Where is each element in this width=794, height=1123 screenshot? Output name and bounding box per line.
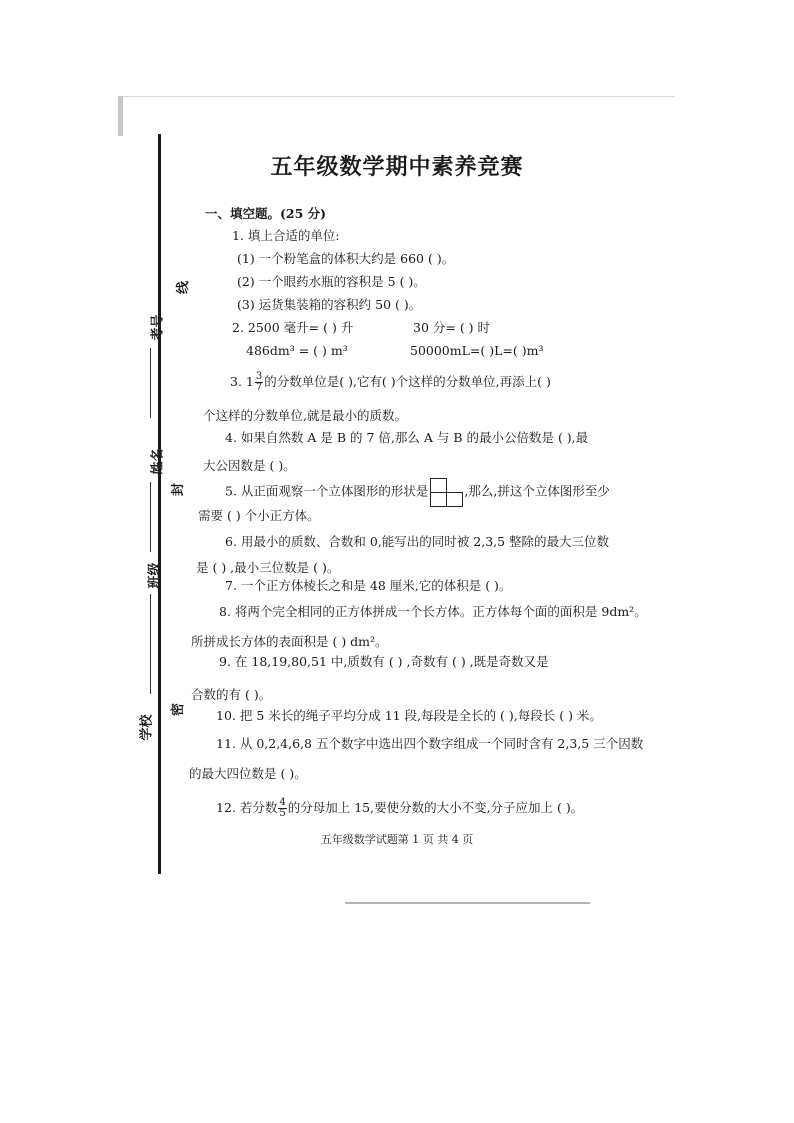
binding-line xyxy=(158,134,161,874)
q2-line1a: 2. 2500 毫升= ( ) 升 xyxy=(232,320,354,335)
page-footer: 五年级数学试题第 1 页 共 4 页 xyxy=(320,833,474,846)
front-view-figure xyxy=(430,478,462,506)
q5-line2: 需要 ( ) 个小正方体。 xyxy=(198,508,320,523)
seal-char-mi: 密 xyxy=(171,702,187,717)
q3-numerator: 3 xyxy=(255,371,263,382)
q2-line2b: 50000mL=( )L=( )m³ xyxy=(410,343,544,358)
q5-suffix: ,那么,拼这个立体图形至少 xyxy=(464,483,610,499)
q12-suffix: 的分母加上 15,要使分数的大小不变,分子应加上 ( )。 xyxy=(287,800,584,815)
q4-line1: 4. 如果自然数 A 是 B 的 7 倍,那么 A 与 B 的最小公倍数是 ( ),最 xyxy=(225,430,589,445)
scan-edge-top xyxy=(120,96,675,97)
q12-prefix: 12. 若分数 xyxy=(216,800,278,815)
q6-line1: 6. 用最小的质数、合数和 0,能写出的同时被 2,3,5 整除的最大三位数 xyxy=(225,534,610,549)
class-label: 班级 xyxy=(147,562,163,589)
q10: 10. 把 5 米长的绳子平均分成 11 段,每段是全长的 ( ),每段长 ( ) 米。 xyxy=(216,708,602,723)
q3-denominator: 7 xyxy=(255,382,263,393)
q12-line xyxy=(216,798,583,819)
q3-line1 xyxy=(230,372,551,393)
q1-head: 1. 填上合适的单位: xyxy=(232,228,340,243)
section-heading: 一、填空题。(25 分) xyxy=(205,206,327,221)
q8-line1: 8. 将两个完全相同的正方体拼成一个长方体。正方体每个面的面积是 9dm²。 xyxy=(219,604,647,619)
class-blank[interactable] xyxy=(150,594,151,694)
scan-edge-bottom xyxy=(345,902,590,904)
q12-fraction xyxy=(278,798,286,819)
exam-number-label: 考号 xyxy=(150,314,166,341)
q2-line1b: 30 分= ( ) 时 xyxy=(413,320,491,335)
q8-line2: 所拼成长方体的表面积是 ( ) dm²。 xyxy=(191,634,388,649)
exam-number-blank[interactable] xyxy=(150,348,151,418)
q5-prefix: 5. 从正面观察一个立体图形的形状是 xyxy=(225,483,429,499)
q9-line1: 9. 在 18,19,80,51 中,质数有 ( ) ,奇数有 ( ) ,既是奇数又是 xyxy=(219,654,549,669)
q12-denominator: 5 xyxy=(279,808,286,819)
page-title: 五年级数学期中素养竞赛 xyxy=(270,154,524,180)
seal-char-feng: 封 xyxy=(171,482,187,497)
q9-line2: 合数的有 ( )。 xyxy=(191,687,272,702)
q12-numerator: 4 xyxy=(279,797,286,808)
scan-edge-left xyxy=(118,96,123,136)
q1-b: (2) 一个眼药水瓶的容积是 5 ( )。 xyxy=(237,274,426,289)
q1-c: (3) 运货集装箱的容积约 50 ( )。 xyxy=(237,297,422,312)
name-label: 姓名 xyxy=(150,448,166,475)
q6-line2: 是 ( ) ,最小三位数是 ( )。 xyxy=(196,560,340,575)
q3-prefix: 3. 1 xyxy=(230,374,254,389)
q7: 7. 一个正方体棱长之和是 48 厘米,它的体积是 ( )。 xyxy=(225,578,512,593)
q4-line2: 大公因数是 ( )。 xyxy=(203,458,296,473)
seal-char-xian: 线 xyxy=(176,280,192,295)
q3-line2: 个这样的分数单位,就是最小的质数。 xyxy=(203,408,407,423)
q11-line2: 的最大四位数是 ( )。 xyxy=(189,766,307,781)
q3-suffix: 的分数单位是( ),它有( )个这样的分数单位,再添上( ) xyxy=(264,374,551,389)
q11-line1: 11. 从 0,2,4,6,8 五个数字中选出四个数字组成一个同时含有 2,3,5 三个因数 xyxy=(216,736,644,751)
q2-line2a: 486dm³ = ( ) m³ xyxy=(246,343,348,358)
q5-line1 xyxy=(225,478,610,506)
name-blank[interactable] xyxy=(150,482,151,552)
q1-a: (1) 一个粉笔盒的体积大约是 660 ( )。 xyxy=(237,251,455,266)
school-label: 学校 xyxy=(139,714,155,741)
q3-fraction xyxy=(255,372,263,393)
